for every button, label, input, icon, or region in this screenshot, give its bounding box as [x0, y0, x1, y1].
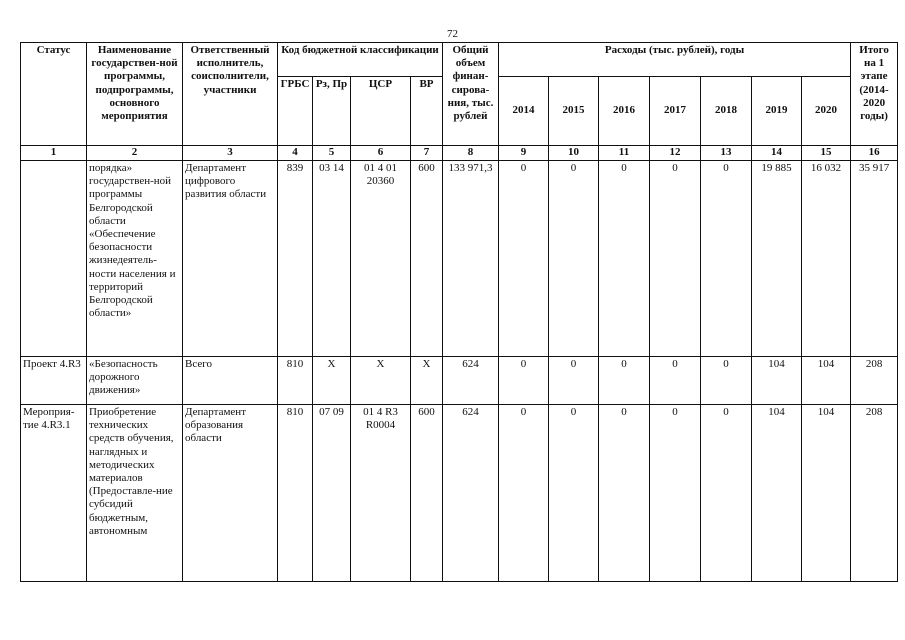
cell-2015: 0 — [549, 405, 599, 582]
header-responsible: Ответственный исполнитель, соисполнители, участники — [183, 43, 278, 146]
column-number: 3 — [183, 146, 278, 161]
header-grbs: ГРБС — [278, 77, 313, 146]
header-year: 2017 — [650, 77, 701, 146]
cell-csr: 01 4 01 20360 — [351, 161, 411, 357]
header-total-volume: Общий объем финан-сирова-ния, тыс. рублей — [443, 43, 499, 146]
cell-csr: 01 4 R3 R0004 — [351, 405, 411, 582]
column-number: 13 — [701, 146, 752, 161]
header-year: 2019 — [752, 77, 802, 146]
cell-grbs: 839 — [278, 161, 313, 357]
cell-2016: 0 — [599, 161, 650, 357]
header-name: Наименование государствен-ной программы, подпрограммы, основного мероприятия — [87, 43, 183, 146]
header-vr: ВР — [411, 77, 443, 146]
header-year: 2016 — [599, 77, 650, 146]
cell-2019: 104 — [752, 405, 802, 582]
table-row — [21, 161, 898, 357]
cell-name: Приобретение технических средств обучения, наглядных и методических материалов (Предоставле-ние субсидий бюджетным, автономным — [87, 405, 183, 582]
cell-2014: 0 — [499, 405, 549, 582]
cell-2019: 19 885 — [752, 161, 802, 357]
cell-grbs: 810 — [278, 357, 313, 405]
header-row-1 — [21, 43, 898, 77]
cell-responsible: Департамент образования области — [183, 405, 278, 582]
cell-status: Мероприя-тие 4.R3.1 — [21, 405, 87, 582]
cell-total: 624 — [443, 357, 499, 405]
header-year: 2015 — [549, 77, 599, 146]
cell-stage-total: 208 — [851, 357, 898, 405]
column-number: 5 — [313, 146, 351, 161]
page-number: 72 — [447, 28, 458, 40]
budget-table — [20, 42, 898, 582]
cell-2017: 0 — [650, 161, 701, 357]
header-budget-code: Код бюджетной классификации — [278, 43, 443, 77]
cell-rz: 03 14 — [313, 161, 351, 357]
cell-2017: 0 — [650, 357, 701, 405]
column-number: 2 — [87, 146, 183, 161]
cell-rz: 07 09 — [313, 405, 351, 582]
column-number: 7 — [411, 146, 443, 161]
table-row — [21, 405, 898, 582]
cell-csr: X — [351, 357, 411, 405]
cell-vr: 600 — [411, 405, 443, 582]
header-expenses: Расходы (тыс. рублей), годы — [499, 43, 851, 77]
cell-2017: 0 — [650, 405, 701, 582]
cell-total: 133 971,3 — [443, 161, 499, 357]
cell-2015: 0 — [549, 161, 599, 357]
cell-vr: X — [411, 357, 443, 405]
cell-2018: 0 — [701, 405, 752, 582]
column-number: 12 — [650, 146, 701, 161]
cell-responsible: Всего — [183, 357, 278, 405]
column-number: 16 — [851, 146, 898, 161]
header-csr: ЦСР — [351, 77, 411, 146]
cell-total: 624 — [443, 405, 499, 582]
column-number: 15 — [802, 146, 851, 161]
table-row — [21, 357, 898, 405]
cell-stage-total: 208 — [851, 405, 898, 582]
column-number: 1 — [21, 146, 87, 161]
cell-status — [21, 161, 87, 357]
cell-2020: 104 — [802, 405, 851, 582]
column-number: 4 — [278, 146, 313, 161]
cell-status: Проект 4.R3 — [21, 357, 87, 405]
header-rz: Рз, Пр — [313, 77, 351, 146]
column-number: 11 — [599, 146, 650, 161]
cell-2020: 104 — [802, 357, 851, 405]
cell-2018: 0 — [701, 357, 752, 405]
column-number: 6 — [351, 146, 411, 161]
cell-responsible: Департамент цифрового развития области — [183, 161, 278, 357]
column-number: 10 — [549, 146, 599, 161]
header-year: 2020 — [802, 77, 851, 146]
cell-2020: 16 032 — [802, 161, 851, 357]
cell-vr: 600 — [411, 161, 443, 357]
header-stage-total: Итого на 1 этапе (2014-2020 годы) — [851, 43, 898, 146]
cell-grbs: 810 — [278, 405, 313, 582]
cell-stage-total: 35 917 — [851, 161, 898, 357]
cell-2016: 0 — [599, 405, 650, 582]
column-number: 9 — [499, 146, 549, 161]
column-number: 8 — [443, 146, 499, 161]
cell-2015: 0 — [549, 357, 599, 405]
cell-rz: X — [313, 357, 351, 405]
cell-name: порядка» государствен-ной программы Белгородской области «Обеспечение безопасности жизнедеятель-ности населения и территорий Белгородской области» — [87, 161, 183, 357]
cell-name: «Безопасность дорожного движения» — [87, 357, 183, 405]
header-year: 2018 — [701, 77, 752, 146]
column-number-row — [21, 146, 898, 161]
cell-2019: 104 — [752, 357, 802, 405]
cell-2014: 0 — [499, 357, 549, 405]
cell-2018: 0 — [701, 161, 752, 357]
header-year: 2014 — [499, 77, 549, 146]
cell-2016: 0 — [599, 357, 650, 405]
column-number: 14 — [752, 146, 802, 161]
header-status: Статус — [21, 43, 87, 146]
cell-2014: 0 — [499, 161, 549, 357]
